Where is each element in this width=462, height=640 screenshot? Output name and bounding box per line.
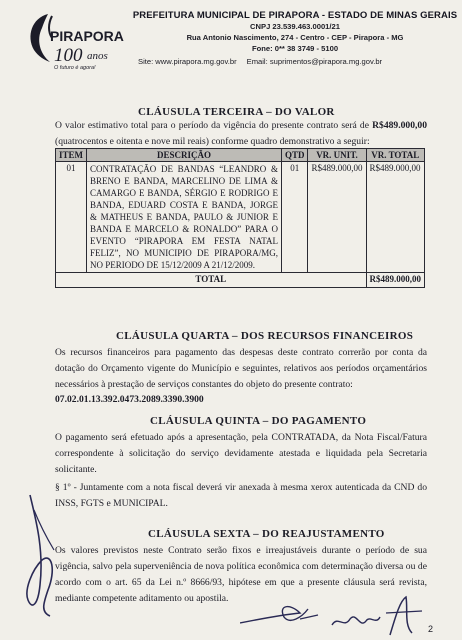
- table-header-row: [56, 149, 425, 162]
- letterhead-email[interactable]: Email: suprimentos@pirapora.mg.gov.br: [246, 57, 383, 66]
- total-label: TOTAL: [56, 273, 367, 288]
- valor-text-pre: O valor estimativo total para o período da vigência do presente contrato será de: [55, 120, 373, 131]
- clausula-quinta-title: CLÁUSULA QUINTA – DO PAGAMENTO: [150, 415, 367, 427]
- letterhead: [0, 0, 462, 80]
- clausula-terceira-title: CLÁUSULA TERCEIRA – DO VALOR: [138, 106, 335, 118]
- col-header-descricao: DESCRIÇÃO: [87, 149, 282, 162]
- logo-emblem-icon: [18, 10, 128, 70]
- dotacao-orcamentaria: 07.02.01.13.392.0473.2089.3390.3900: [55, 394, 204, 405]
- letterhead-site[interactable]: Site: www.pirapora.mg.gov.br: [138, 57, 237, 66]
- total-value: R$489.000,00: [366, 273, 425, 288]
- logo-slogan: O futuro é agora!: [54, 65, 96, 70]
- logo-anos: anos: [87, 50, 108, 62]
- clausula-terceira-text: [55, 118, 427, 150]
- cell-qtd: 01: [281, 162, 308, 273]
- clausula-sexta-title: CLÁUSULA SEXTA – DO REAJUSTAMENTO: [148, 528, 385, 540]
- col-header-vr-unit: VR. UNIT.: [308, 149, 366, 162]
- col-header-item: ITEM: [56, 149, 87, 162]
- letterhead-address: Rua Antonio Nascimento, 274 - Centro - CEP - Pirapora - MG: [186, 33, 404, 42]
- clausula-quarta-title: CLÁUSULA QUARTA – DOS RECURSOS FINANCEIROS: [116, 330, 414, 342]
- clausula-quinta-text: O pagamento será efetuado após a apresentação, pela CONTRATADA, da Nota Fiscal/Fatura correspondente à solicitação do serviço devidamente atestada e liquidada pela Secretaria solicitante.: [55, 432, 427, 475]
- letterhead-text: [130, 10, 460, 54]
- page-number: 2: [428, 624, 434, 634]
- clausula-quinta-paragrafo: § 1º - Juntamente com a nota fiscal deverá vir anexada à mesma xerox autenticada da CND do INSS, FGTS e MUNICIPAL.: [55, 482, 427, 509]
- col-header-qtd: QTD: [281, 149, 308, 162]
- cell-descricao: CONTRATAÇÃO DE BANDAS “LEANDRO & BRENO E BANDA, MARCELINO DE LIMA & CAMARGO E BANDA, SÉRGIO E RODRIGO E BANDA, EDUARD COSTA E BANDA, JORGE & MATHEUS E BANDA, PAULO & JUNIOR E BANDA E MARCELO & RONALDO” PARA O EVENTO “PIRAPORA EM FESTA NATAL FELIZ”, NO MUNICIPIO DE PIRAPORA/MG, NO PERIODO DE 15/12/2009 A 21/12/2009.: [87, 162, 282, 273]
- cell-vr-total: R$489.000,00: [366, 162, 425, 273]
- valor-text-post: (quatrocentos e oitenta e nove mil reais) conforme quadro demonstrativo a seguir:: [55, 136, 370, 147]
- clausula-quarta-text: Os recursos financeiros para pagamento das despesas deste contrato correrão por conta da dotação do Orçamento vigente do Município e seguintes, relativos aos períodos orçamentários necessários à prestação de serviços constantes do objeto do presente contrato:: [55, 347, 427, 390]
- letterhead-phone: Fone: 0** 38 3749 - 5100: [251, 44, 339, 53]
- table-total-row: [56, 273, 425, 288]
- cell-item: 01: [56, 162, 87, 273]
- valor-amount: R$489.000,00: [372, 120, 427, 131]
- table-row: [56, 162, 425, 273]
- bottom-signatures: [240, 595, 425, 640]
- letterhead-title: PREFEITURA MUNICIPAL DE PIRAPORA - ESTADO DE MINAS GERAIS: [132, 10, 458, 21]
- col-header-vr-total: VR. TOTAL: [366, 149, 425, 162]
- pirapora-logo: [18, 10, 128, 70]
- clausula-sexta-text: Os valores previstos neste Contrato serão fixos e irreajustáveis durante o período de sua vigência, salvo pela superveniência de nova política econômica com determinação diversa ou de acordo com o art. 65 da Lei n.º 8666/93, hipótese em que a presente cláusula será revista, mediante competente aditamento ou apostila.: [55, 545, 427, 604]
- cell-vr-unit: R$489.000,00: [308, 162, 366, 273]
- valor-table: [55, 148, 425, 288]
- letterhead-cnpj: CNPJ 23.539.463.0001/21: [250, 22, 340, 31]
- logo-years: 100: [54, 45, 83, 66]
- letterhead-contacts: [138, 57, 382, 66]
- margin-signature: [10, 490, 70, 620]
- logo-name: PIRAPORA: [50, 28, 124, 44]
